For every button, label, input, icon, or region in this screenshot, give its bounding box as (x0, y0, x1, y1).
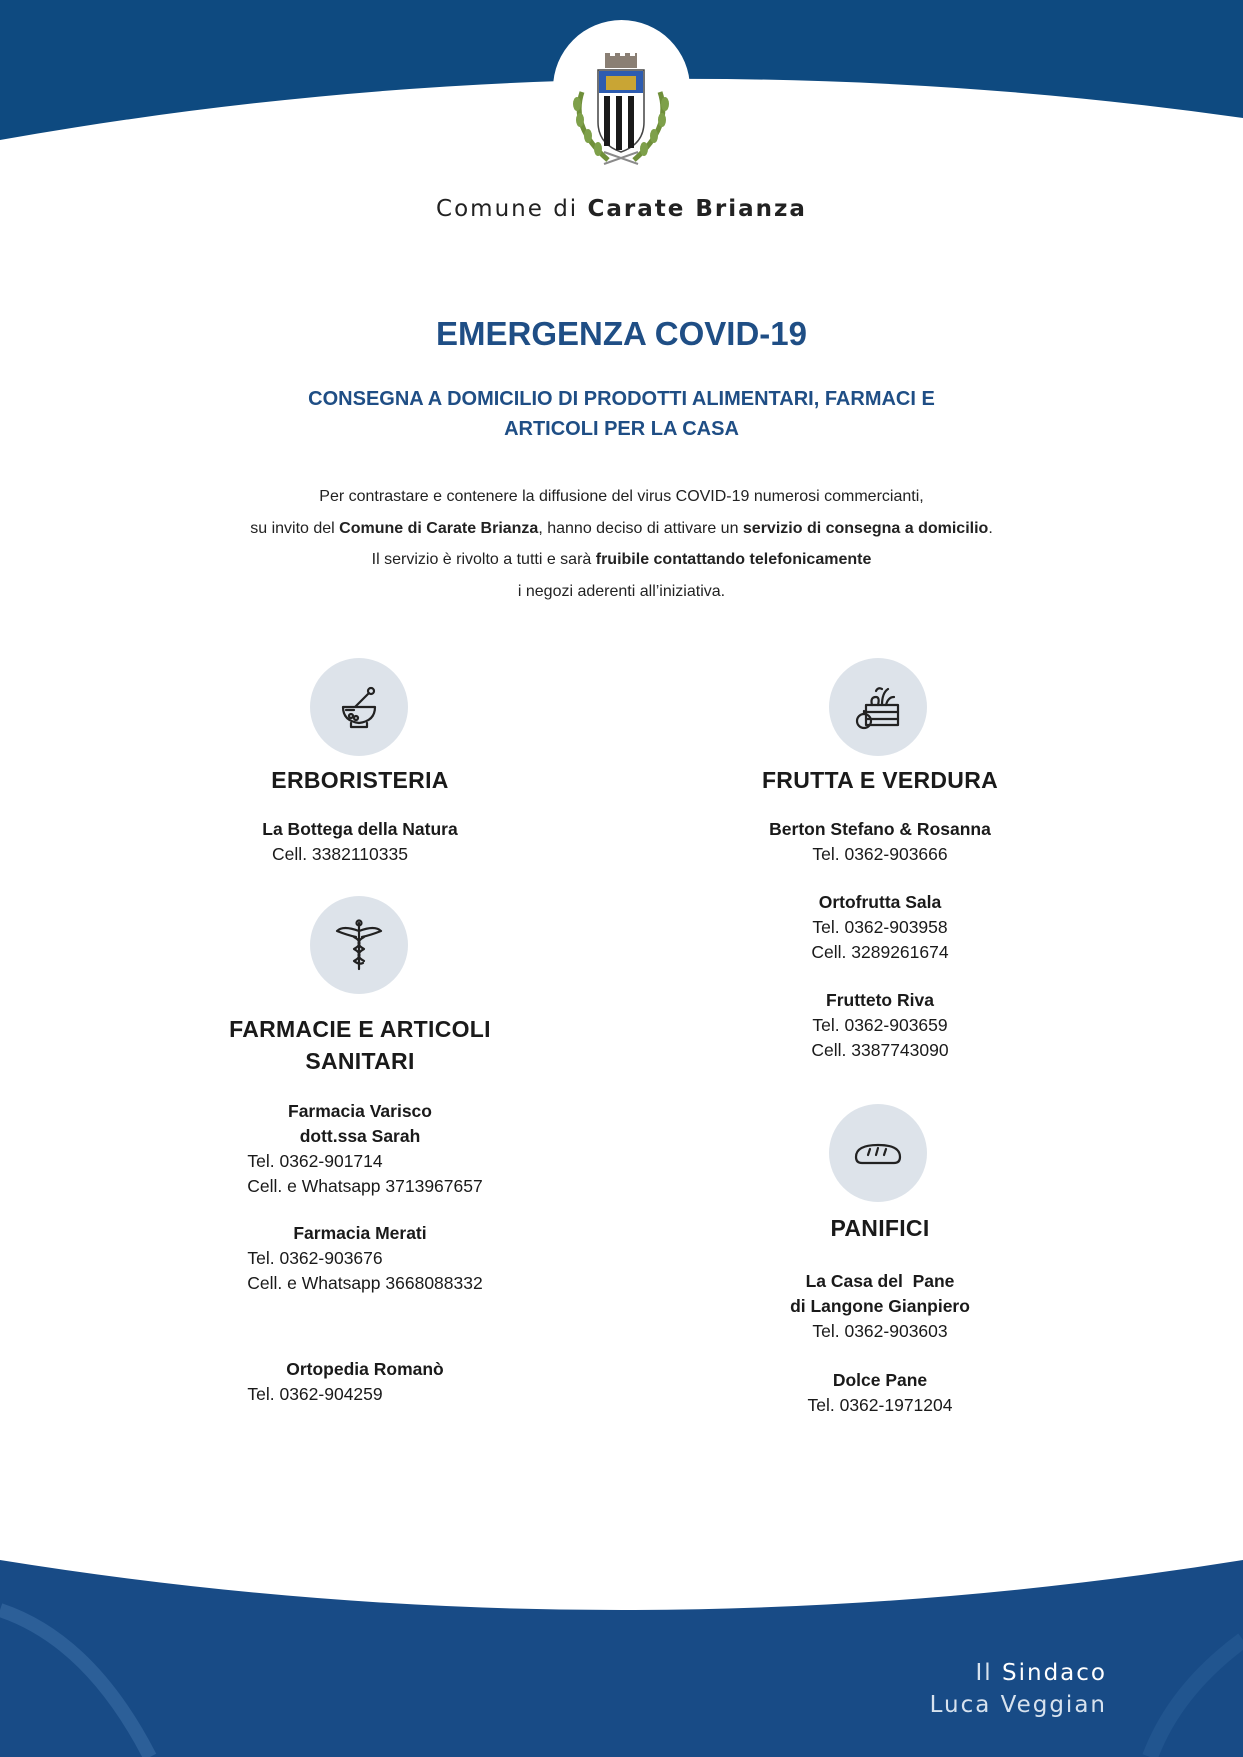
frutta-entry-berton: Berton Stefano & Rosanna Tel. 0362-903666 (769, 819, 991, 864)
intro-paragraph: Per contrastare e contenere la diffusione del virus COVID-19 numerosi commercianti, su invito del Comune di Carate Brianza, hanno deciso di attivare un servizio di consegna a domicilio. Il servizio è rivolto a tutti e sarà fruibile contattando telefonicamente i negozi aderenti all’iniziativa. (250, 488, 993, 600)
fruit-crate-icon (848, 677, 908, 737)
bread-icon (848, 1123, 908, 1183)
erboristeria-icon-badge (310, 658, 408, 756)
page-subtitle: CONSEGNA A DOMICILIO DI PRODOTTI ALIMENTARI, FARMACI E ARTICOLI PER LA CASA (308, 388, 935, 440)
frutta-entry-riva: Frutteto Riva Tel. 0362-903659 Cell. 3387743090 (811, 990, 949, 1060)
frutta-heading: FRUTTA E VERDURA (761, 767, 999, 793)
page-title: EMERGENZA COVID-19 (436, 315, 807, 352)
panifici-icon-badge (829, 1104, 927, 1202)
panifici-entry-casa-del-pane: La Casa del Pane di Langone Gianpiero Tel. 0362-903603 (790, 1271, 970, 1341)
caduceus-icon (329, 915, 389, 975)
farmacie-entry-romano: Ortopedia Romanò Tel. 0362-904259 (247, 1359, 444, 1404)
coat-of-arms-logo (568, 52, 674, 174)
farmacie-heading: FARMACIE E ARTICOLI SANITARI (229, 1016, 491, 1074)
municipality-name: Comune di Carate Brianza (436, 196, 807, 222)
mortar-pestle-icon (329, 677, 389, 737)
farmacie-icon-badge (310, 896, 408, 994)
farmacie-entry-merati: Farmacia Merati Tel. 0362-903676 Cell. e Whatsapp 3668088332 (247, 1223, 483, 1293)
erboristeria-heading: ERBORISTERIA (271, 767, 449, 793)
farmacie-entry-varisco: Farmacia Varisco dott.ssa Sarah Tel. 0362-901714 Cell. e Whatsapp 3713967657 (247, 1101, 483, 1196)
panifici-entry-dolce-pane: Dolce Pane Tel. 0362-1971204 (807, 1370, 953, 1415)
erboristeria-entry: La Bottega della Natura Cell. 3382110335 (262, 819, 458, 864)
mayor-signature: Il Sindaco Luca Veggian (929, 1660, 1107, 1718)
frutta-entry-sala: Ortofrutta Sala Tel. 0362-903958 Cell. 3289261674 (811, 892, 949, 962)
panifici-heading: PANIFICI (830, 1215, 930, 1241)
frutta-icon-badge (829, 658, 927, 756)
